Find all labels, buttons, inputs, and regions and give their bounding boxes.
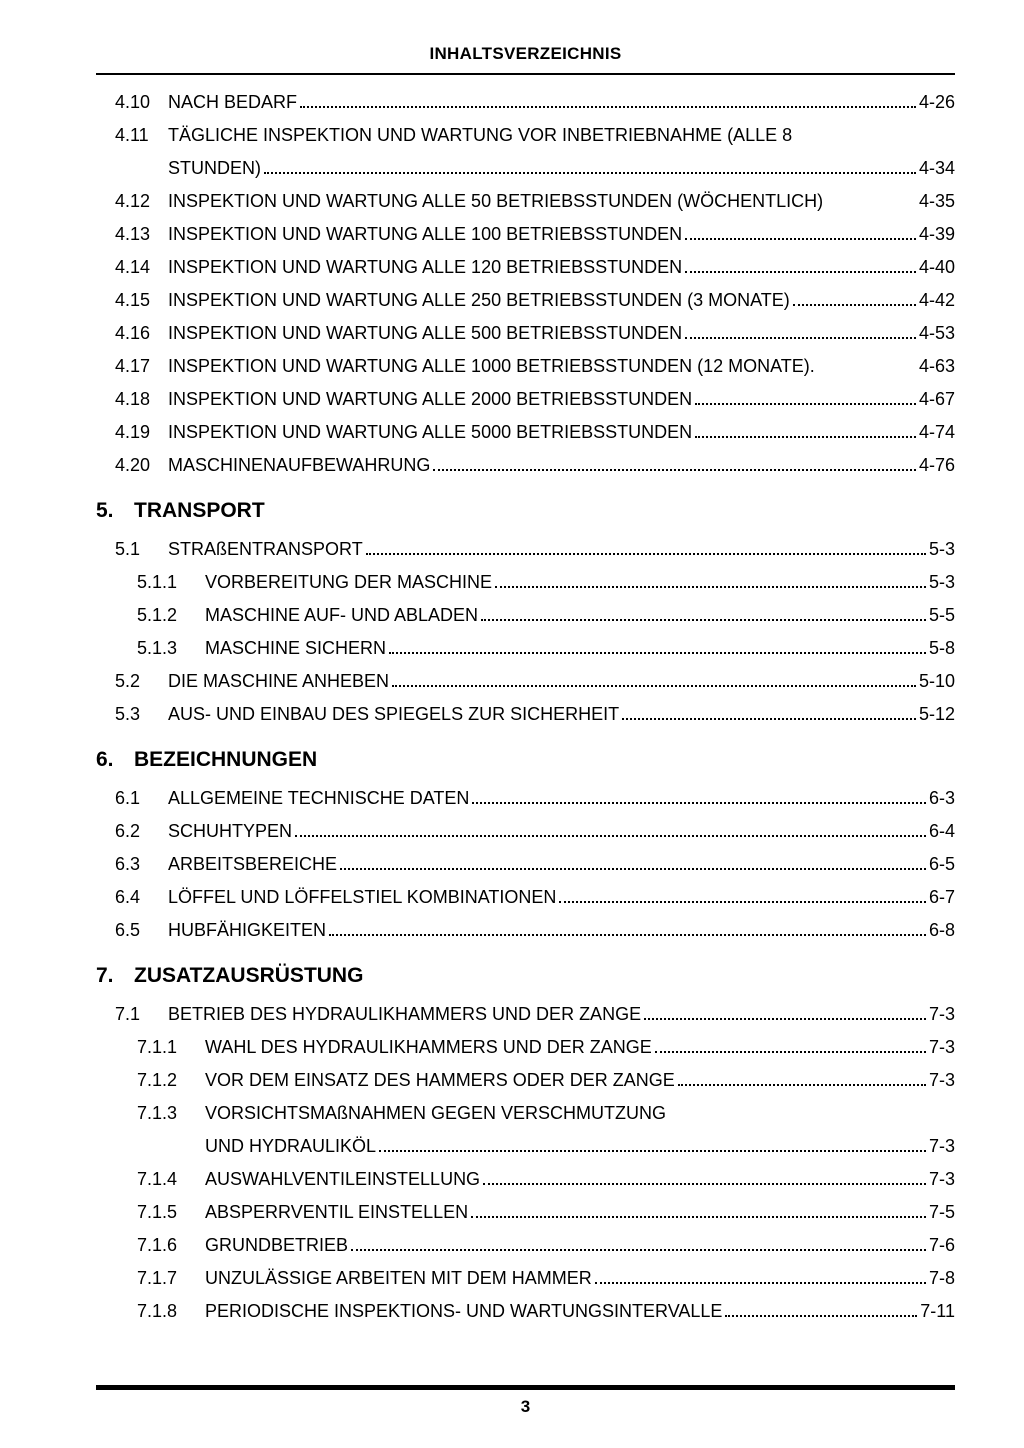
dot-leader: [595, 1282, 926, 1284]
entry-title: INSPEKTION UND WARTUNG ALLE 50 BETRIEBSSTUNDEN (WÖCHENTLICH): [168, 191, 824, 211]
entry-title: DIE MASCHINE ANHEBEN: [168, 671, 390, 691]
toc-entry: [96, 886, 955, 908]
entry-number: 4.12: [115, 191, 151, 211]
toc-section: [96, 747, 955, 941]
toc-entry: [96, 355, 955, 377]
section-title: ZUSATZAUSRÜSTUNG: [134, 964, 364, 987]
entry-title: INSPEKTION UND WARTUNG ALLE 100 BETRIEBSSTUNDEN: [168, 224, 683, 244]
entry-number: 6.4: [115, 887, 141, 907]
dot-leader: [264, 172, 916, 174]
dot-leader: [472, 802, 926, 804]
toc-entry: [96, 820, 955, 842]
entry-page: 7-11: [920, 1301, 955, 1321]
entry-page: 4-76: [918, 455, 955, 475]
toc-entry: [96, 1267, 955, 1289]
toc-entry: [96, 1069, 955, 1091]
section-number: 7.: [96, 964, 114, 987]
entry-title: MASCHINENAUFBEWAHRUNG: [168, 455, 431, 475]
toc-section: [96, 91, 955, 476]
entry-page: 4-26: [918, 92, 955, 112]
dot-leader: [793, 304, 916, 306]
entry-title: PERIODISCHE INSPEKTIONS- UND WARTUNGSINTERVALLE: [205, 1301, 723, 1321]
entry-page: 5-12: [918, 704, 955, 724]
entry-title: GRUNDBETRIEB: [205, 1235, 349, 1255]
entry-page: 4-74: [918, 422, 955, 442]
entry-number: 7.1.4: [137, 1169, 178, 1189]
entry-page: 6-8: [928, 920, 955, 940]
entry-title: INSPEKTION UND WARTUNG ALLE 250 BETRIEBSSTUNDEN (3 MONATE): [168, 290, 790, 310]
entry-title: ABSPERRVENTIL EINSTELLEN: [205, 1202, 469, 1222]
entry-number: 7.1.5: [137, 1202, 178, 1222]
dot-leader: [695, 403, 916, 405]
entry-number: 5.1.3: [137, 638, 178, 658]
section-title: BEZEICHNUNGEN: [134, 748, 318, 771]
toc-entry: [96, 454, 955, 476]
toc-entry: [96, 124, 955, 146]
toc-entry: [96, 1036, 955, 1058]
entry-page: 5-8: [928, 638, 955, 658]
entry-number: 7.1.3: [137, 1103, 178, 1123]
entry-number: 7.1.8: [137, 1301, 178, 1321]
entry-number: 7.1.2: [137, 1070, 178, 1090]
entry-number: 6.5: [115, 920, 141, 940]
dot-leader: [351, 1249, 926, 1251]
entry-number: 5.1.2: [137, 605, 178, 625]
entry-page: 4-63: [918, 356, 955, 376]
entry-number: 4.10: [115, 92, 151, 112]
entry-page: 7-3: [928, 1136, 955, 1156]
entry-title: UNZULÄSSIGE ARBEITEN MIT DEM HAMMER: [205, 1268, 592, 1288]
entry-number: 4.17: [115, 356, 151, 376]
entry-title: MASCHINE AUF- UND ABLADEN: [205, 605, 479, 625]
toc-entry: [96, 919, 955, 941]
dot-leader: [379, 1150, 926, 1152]
entry-number: 4.11: [115, 125, 149, 145]
entry-title: TÄGLICHE INSPEKTION UND WARTUNG VOR INBETRIEBNAHME (ALLE 8: [168, 125, 793, 145]
dot-leader: [389, 652, 926, 654]
entry-title: LÖFFEL UND LÖFFELSTIEL KOMBINATIONEN: [168, 887, 557, 907]
entry-number: 4.16: [115, 323, 151, 343]
entry-title: VOR DEM EINSATZ DES HAMMERS ODER DER ZANGE: [205, 1070, 675, 1090]
section-title: TRANSPORT: [134, 499, 265, 522]
toc-entry: [96, 256, 955, 278]
entry-title: SCHUHTYPEN: [168, 821, 293, 841]
dot-leader: [481, 619, 926, 621]
entry-page: 5-3: [928, 539, 955, 559]
entry-number: 4.14: [115, 257, 151, 277]
entry-page: 7-3: [928, 1004, 955, 1024]
entry-page: 7-5: [928, 1202, 955, 1222]
toc-entry: [96, 703, 955, 725]
entry-title: BETRIEB DES HYDRAULIKHAMMERS UND DER ZANGE: [168, 1004, 642, 1024]
dot-leader: [695, 436, 916, 438]
toc-entry: [96, 223, 955, 245]
dot-leader: [644, 1018, 926, 1020]
entry-title: ALLGEMEINE TECHNISCHE DATEN: [168, 788, 470, 808]
entry-page: 6-5: [928, 854, 955, 874]
dot-leader: [295, 835, 926, 837]
dot-leader: [483, 1183, 926, 1185]
page-number: 3: [520, 1397, 531, 1416]
toc-entry: [96, 91, 955, 113]
entry-page: 4-40: [918, 257, 955, 277]
entry-title: HUBFÄHIGKEITEN: [168, 920, 327, 940]
toc-entry: [96, 538, 955, 560]
toc-entry: [96, 604, 955, 626]
entry-title: AUS- UND EINBAU DES SPIEGELS ZUR SICHERHEIT: [168, 704, 620, 724]
entry-title: INSPEKTION UND WARTUNG ALLE 5000 BETRIEBSSTUNDEN: [168, 422, 693, 442]
entry-title: INSPEKTION UND WARTUNG ALLE 120 BETRIEBSSTUNDEN: [168, 257, 683, 277]
entry-page: 5-5: [928, 605, 955, 625]
dot-leader: [392, 685, 916, 687]
toc-entry: [96, 1003, 955, 1025]
entry-page: 7-3: [928, 1169, 955, 1189]
entry-page: 4-53: [918, 323, 955, 343]
dot-leader: [471, 1216, 926, 1218]
toc-section: [96, 498, 955, 725]
dot-leader: [329, 934, 926, 936]
toc-entry: [96, 787, 955, 809]
section-heading: [96, 963, 955, 989]
entry-page: 7-3: [928, 1070, 955, 1090]
doc-header: [96, 44, 955, 75]
entry-page: 6-4: [928, 821, 955, 841]
entry-page: 4-42: [918, 290, 955, 310]
toc-entry: [96, 190, 955, 212]
toc-entry: [96, 1201, 955, 1223]
entry-title: INSPEKTION UND WARTUNG ALLE 500 BETRIEBSSTUNDEN: [168, 323, 683, 343]
toc-entry: [96, 571, 955, 593]
toc: [96, 91, 955, 1322]
entry-title: ARBEITSBEREICHE: [168, 854, 338, 874]
section-number: 5.: [96, 499, 114, 522]
dot-leader: [495, 586, 926, 588]
toc-entry: [96, 289, 955, 311]
dot-leader: [366, 553, 926, 555]
dot-leader: [685, 238, 916, 240]
dot-leader: [559, 901, 926, 903]
entry-title: MASCHINE SICHERN: [205, 638, 387, 658]
entry-number: 4.18: [115, 389, 151, 409]
entry-title: VORBEREITUNG DER MASCHINE: [205, 572, 493, 592]
entry-number: 6.2: [115, 821, 141, 841]
dot-leader: [655, 1051, 926, 1053]
entry-title: AUSWAHLVENTILEINSTELLUNG: [205, 1169, 481, 1189]
toc-entry: [96, 1168, 955, 1190]
dot-leader: [685, 271, 916, 273]
entry-page: 6-7: [928, 887, 955, 907]
entry-title: STUNDEN): [168, 158, 261, 178]
entry-number: 7.1: [115, 1004, 141, 1024]
entry-number: 5.1: [115, 539, 141, 559]
dot-leader: [622, 718, 916, 720]
entry-page: 6-3: [928, 788, 955, 808]
section-heading: [96, 747, 955, 773]
entry-page: 5-3: [928, 572, 955, 592]
entry-number: 4.19: [115, 422, 151, 442]
entry-page: 4-34: [918, 158, 955, 178]
entry-title: NACH BEDARF: [168, 92, 298, 112]
entry-number: 4.15: [115, 290, 151, 310]
dot-leader: [300, 106, 916, 108]
entry-number: 4.20: [115, 455, 151, 475]
entry-page: 7-8: [928, 1268, 955, 1288]
toc-entry: [96, 1300, 955, 1322]
entry-number: 7.1.6: [137, 1235, 178, 1255]
toc-entry: [96, 1102, 955, 1124]
entry-page: 7-6: [928, 1235, 955, 1255]
page-title: INHALTSVERZEICHNIS: [429, 44, 622, 63]
entry-number: 5.2: [115, 671, 141, 691]
entry-page: 7-3: [928, 1037, 955, 1057]
toc-entry: [96, 1234, 955, 1256]
entry-number: 6.1: [115, 788, 141, 808]
section-heading: [96, 498, 955, 524]
entry-number: 7.1.7: [137, 1268, 178, 1288]
toc-entry: [96, 388, 955, 410]
dot-leader: [685, 337, 916, 339]
section-number: 6.: [96, 748, 114, 771]
dot-leader: [433, 469, 916, 471]
toc-entry: [96, 853, 955, 875]
entry-title: INSPEKTION UND WARTUNG ALLE 1000 BETRIEBSSTUNDEN (12 MONATE).: [168, 356, 815, 376]
entry-page: 4-35: [918, 191, 955, 211]
entry-number: 6.3: [115, 854, 141, 874]
entry-title: STRAßENTRANSPORT: [168, 539, 363, 559]
toc-entry: [96, 322, 955, 344]
entry-title: UND HYDRAULIKÖL: [205, 1136, 377, 1156]
header-rule: [96, 73, 955, 75]
toc-entry-continuation: [96, 157, 955, 179]
entry-title: WAHL DES HYDRAULIKHAMMERS UND DER ZANGE: [205, 1037, 652, 1057]
toc-entry-continuation: [96, 1135, 955, 1157]
entry-title: INSPEKTION UND WARTUNG ALLE 2000 BETRIEBSSTUNDEN: [168, 389, 693, 409]
entry-number: 4.13: [115, 224, 151, 244]
entry-title: VORSICHTSMAßNAHMEN GEGEN VERSCHMUTZUNG: [205, 1103, 667, 1123]
entry-number: 5.3: [115, 704, 141, 724]
dot-leader: [678, 1084, 926, 1086]
toc-section: [96, 963, 955, 1322]
toc-entry: [96, 670, 955, 692]
dot-leader: [725, 1315, 917, 1317]
entry-number: 5.1.1: [137, 572, 178, 592]
dot-leader: [340, 868, 926, 870]
toc-entry: [96, 421, 955, 443]
entry-number: 7.1.1: [137, 1037, 178, 1057]
toc-entry: [96, 637, 955, 659]
entry-page: 5-10: [918, 671, 955, 691]
entry-page: 4-67: [918, 389, 955, 409]
doc-footer: [96, 1385, 955, 1417]
entry-page: 4-39: [918, 224, 955, 244]
